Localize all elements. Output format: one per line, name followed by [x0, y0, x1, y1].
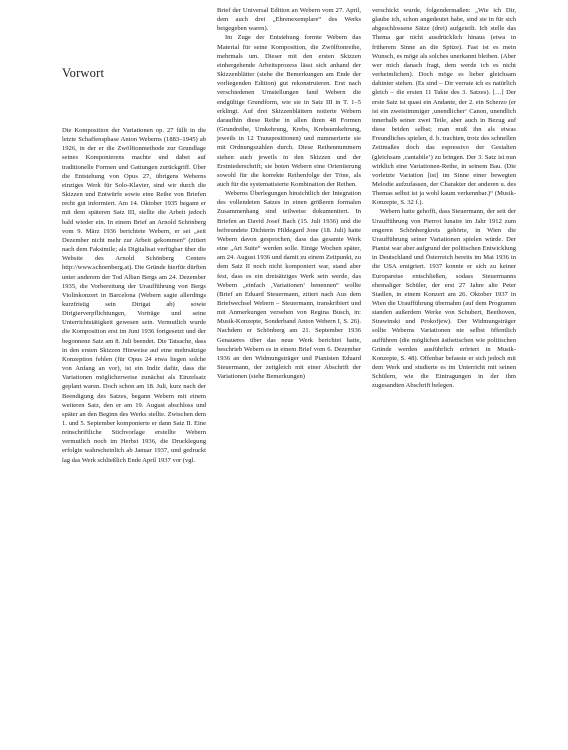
paragraph: verschickt wurde, folgendermaßen: „Wie ich Dir, glaube ich, schon angedeutet habe, sind sie in für sich abgeschlossene Sätze (drei) aufgeteilt. Ich stelle das Thema gar nicht ausdrücklich hinaus (etwa in früherem Sinne an die Spitze). Fast ist es mein Wunsch, es möge als solches unerkannt bleiben. (Aber wer mich danach fragt, dem werde ich es nicht verheimlichen). Doch möge es lieber gleichsam dahinter stehen. (Es sind – Dir verrate ich es natürlich gleich – die ersten 11 Takte des 3. Satzes). […] Der erste Satz ist quasi ein Andante, der 2. ein Scherzo (er ist ein zweistimmiger ‚unendlicher‘ Canon, unendlich innerhalb seiner zwei Teile, aber auch in Bezug auf diese beiden selbst; man muß ihn als etwas Freundliches spielen, d. h. trachten, trotz des schnellen Zeitmaßes doch das espressivo der Gestalten (gleichsam ‚cantabile‘) zu bringen. Der 3. Satz ist nun wirklich eine Variationen-Reihe, in seinem Bau. (Die vorletzte Variation [ist] im Sinne einer bewegten Melodie aufzufassen, der Charakter der anderen u. des Themas selbst ist ja wohl kaum verkennbar.)“ (Musik-Konzepte, S. 32 f.). — [372, 7, 516, 207]
text-column-3 — [372, 6, 516, 391]
text-column-1 — [62, 126, 206, 465]
text-column-2 — [217, 6, 361, 381]
paragraph: Weberns Überlegungen hinsichtlich der Integration des vollendeten Satzes in einen größeren formalen Zusammenhang sind teilweise dokumentiert. In Briefen an David Josef Bach (15. Juli 1936) und die befreundete Dichterin Hildegard Jone (18. Juli) hatte Webern davon gesprochen, dass das gesamte Werk eine „Art Suite“ werden solle. Einige Wochen später, am 24. August 1936 und damit zu einem Zeitpunkt, zu dem Satz II noch nicht komponiert war, stand aber fest, dass es ein dreisätziges Werk sein werde, das Webern „einfach ‚Variationen‘ benennen“ wollte (Brief an Eduard Steuermann, zitiert nach Aus dem Briefwechsel Webern – Steuermann, transkribiert und mit Anmerkungen versehen von Regina Busch, in: Musik-Konzepte, Sonderband Anton Webern I, S. 26). Nachdem er Schönberg am 21. September 1936 Genaueres über das neue Werk berichtet hatte, beschrieb Webern es in einem Brief vom 6. Dezember 1936 an den Widmungsträger und Pianisten Eduard Steuermann, der zeitgleich mit einer Abschrift der Variationen (siehe Bemerkungen) — [217, 190, 361, 381]
paragraph: Im Zuge der Entstehung formte Webern das Material für seine Komposition, die Zwölftonreihe, mehrmals um. Dieser mit den ersten Skizzen einhergehende Arbeitsprozess lässt sich anhand der Skizzenblätter (siehe die Bemerkungen am Ende der vorliegenden Edition) gut rekonstruieren. Erst nach verschiedenen Umstellungen fand Webern die endgültige Grundform, wie sie in Satz III in T. 1–5 erklingt. Auf drei Skizzenblättern notierte Webern daraufhin diese Reihe in allen ihren 48 Formen (Grundreihe, Umkehrung, Krebs, Krebsumkehrung, jeweils in 12 Transpositionen) und nummerierte sie mit Ordnungszahlen durch. Diese Reihennummern stehen auch jeweils in den Skizzen und der Erstniederschrift; sie boten Webern eine Orientierung sowohl für die korrekte Reihenfolge der Töne, als auch für die systematisierte Kombination der Reihen. — [217, 34, 361, 188]
paragraph: Brief der Universal Edition an Webern vom 27. April, dem auch drei „Ehrenexemplare“ des Werks beigegeben waren). — [217, 7, 361, 33]
page-title: Vorwort — [62, 66, 105, 80]
paragraph: Die Komposition der Variationen op. 27 fällt in die letzte Schaffensphase Anton Weberns (1883–1945) ab 1926, in der er die Zwölftonmethode zur Grundlage seines Komponierens machte und dabei auf traditionelle Formen und Gattungen zurückgriff. Über die Entstehung von Opus 27, übrigens Weberns einziges Werk für Solo-Klavier, sind wir durch die Skizzen und Entwürfe sowie eine Reihe von Briefen recht gut informiert. Am 14. Oktober 1935 begann er mit dem späteren Satz III, stellte die Arbeit jedoch bald wieder ein. In einem Brief an Arnold Schönberg vom 9. März 1936 berichtete Webern, er sei „seit Dezember nicht mehr zur Arbeit gekommen“ (zitiert nach dem Faksimile; als Digitalisat verfügbar über die Website des Arnold Schönberg Centers http://www.schoenberg.at). Die Gründe hierfür dürften unter anderem der Tod Alban Bergs am 24. Dezember 1935, die Vorbereitung der Uraufführung von Bergs Violinkonzert in Barcelona (Webern sagte allerdings kurzfristig sein Dirigat ab) sowie Dirigierverpflichtungen, Vorträge und seine Unterrichtstätigkeit gewesen sein. Vermutlich wurde die Komposition erst im Juni 1936 fortgesetzt und der begonnene Satz am 8. Juli beendet. Die Tatsache, dass in den ersten Skizzen Hinweise auf eine mehrsätzige Konzeption fehlen (für Opus 24 etwa liegen solche von Anfang an vor), ist ein Indiz dafür, dass die Variationen möglicherweise zunächst als Einzelsatz geplant waren. Doch schon am 18. Juli, kurz nach der Beendigung des Satzes, begann Webern mit einem weiteren Satz, den er am 19. August abschloss und später an den Beginn des Werks stellte. Zwischen dem 1. und 5. September komponierte er dann Satz II. Eine reinschriftliche Stichvorlage erstellte Webern vermutlich noch im Herbst 1936, die Drucklegung erfolgte wahrscheinlich ab Januar 1937, und gedruckt lag das Werk schließlich Ende April 1937 vor (vgl. — [62, 127, 206, 464]
paragraph: Webern hatte gehofft, dass Steuermann, der seit der Uraufführung von Pierrot lunaire im Jahr 1912 zum engeren Schönbergkreis gehörte, in Wien die Uraufführung seiner Variationen spielen würde. Der Pianist war aber aufgrund der politischen Entwicklung in Deutschland und Österreich bereits im Mai 1936 in die USA emigriert. 1937 konnte er sich zu keiner Europareise entschließen, sodass Steuermanns ehemaliger Schüler, der erst 27 Jahre alte Peter Stadlen, in einem Konzert am 26. Oktober 1937 in Wien die Uraufführung übernahm (auf dem Programm standen außerdem Werke von Schubert, Beethoven, Strawinski und Prokofjew). Der Widmungsträger sollte Weberns Variationen nie selbst öffentlich aufführen (die möglichen ästhetischen wie politischen Gründe werden ausführlich erörtert in Musik-Konzepte, S. 48). Offenbar befasste er sich jedoch mit dem Werk und studierte es im Unterricht mit seinen Schülern, wie die Eintragungen in der ihm zugesandten Abschrift belegen. — [372, 208, 516, 390]
